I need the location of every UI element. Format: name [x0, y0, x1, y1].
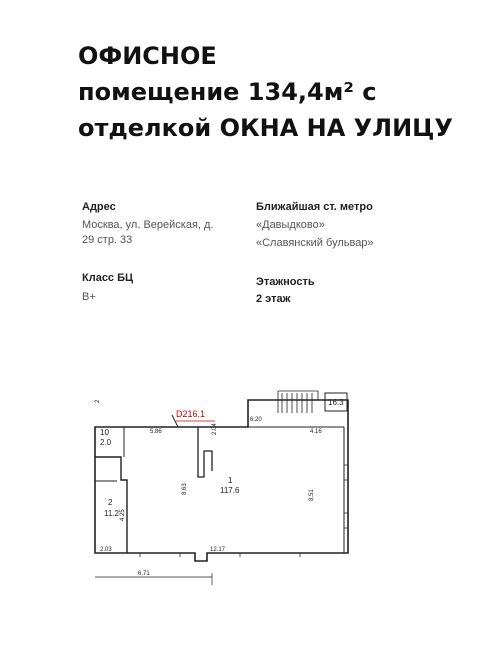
dim-stair: 6.20	[250, 417, 262, 423]
room-2-area: 11.2	[104, 509, 119, 518]
address-label: Адрес	[82, 201, 116, 213]
dim-bottom-mid: 12.17	[210, 547, 226, 553]
room-1-area: 117.6	[220, 486, 240, 495]
room-10-number: 10	[100, 428, 109, 437]
plan-walls	[95, 400, 348, 561]
dim-inner-height: 8.63	[182, 483, 188, 495]
metro-label: Ближайшая ст. метро	[256, 201, 373, 213]
door-code: D216.1	[176, 409, 206, 419]
dim-left-bottom: 2.03	[100, 547, 112, 553]
dim-top-mid: 2.04	[212, 423, 218, 435]
stair-area: 16.3	[328, 398, 344, 407]
dim-room2-height: 4.25	[120, 509, 126, 521]
floor-plan	[0, 385, 487, 671]
dim-right-height: 8.51	[309, 489, 315, 501]
room-2-number: 2	[108, 498, 113, 507]
dim-top-right: 4.16	[310, 429, 322, 435]
room-10-area: 2.0	[100, 438, 112, 447]
class-label: Класс БЦ	[82, 272, 134, 284]
title-line-2: помещение 134,4м² с	[78, 78, 377, 106]
class-value: B+	[82, 291, 96, 303]
dim-top-left: 5.86	[150, 429, 162, 435]
address-line-1: Москва, ул. Верейская, д.	[82, 219, 214, 231]
dim-bottom-left: 6.71	[138, 571, 150, 577]
dim-left-edge: 2	[95, 399, 101, 403]
floor-value: 2 этаж	[256, 293, 291, 305]
metro-station-1: «Давыдково»	[256, 219, 325, 231]
dimension-lines	[95, 573, 212, 585]
floor-label: Этажность	[256, 276, 315, 288]
address-line-2: 29 стр. 33	[82, 234, 133, 246]
metro-station-2: «Славянский бульвар»	[256, 237, 374, 249]
room-1-number: 1	[228, 476, 233, 485]
listing-title	[78, 38, 478, 146]
title-line-3: отделкой ОКНА НА УЛИЦУ	[78, 114, 453, 142]
title-line-1: ОФИСНОЕ	[78, 42, 217, 70]
